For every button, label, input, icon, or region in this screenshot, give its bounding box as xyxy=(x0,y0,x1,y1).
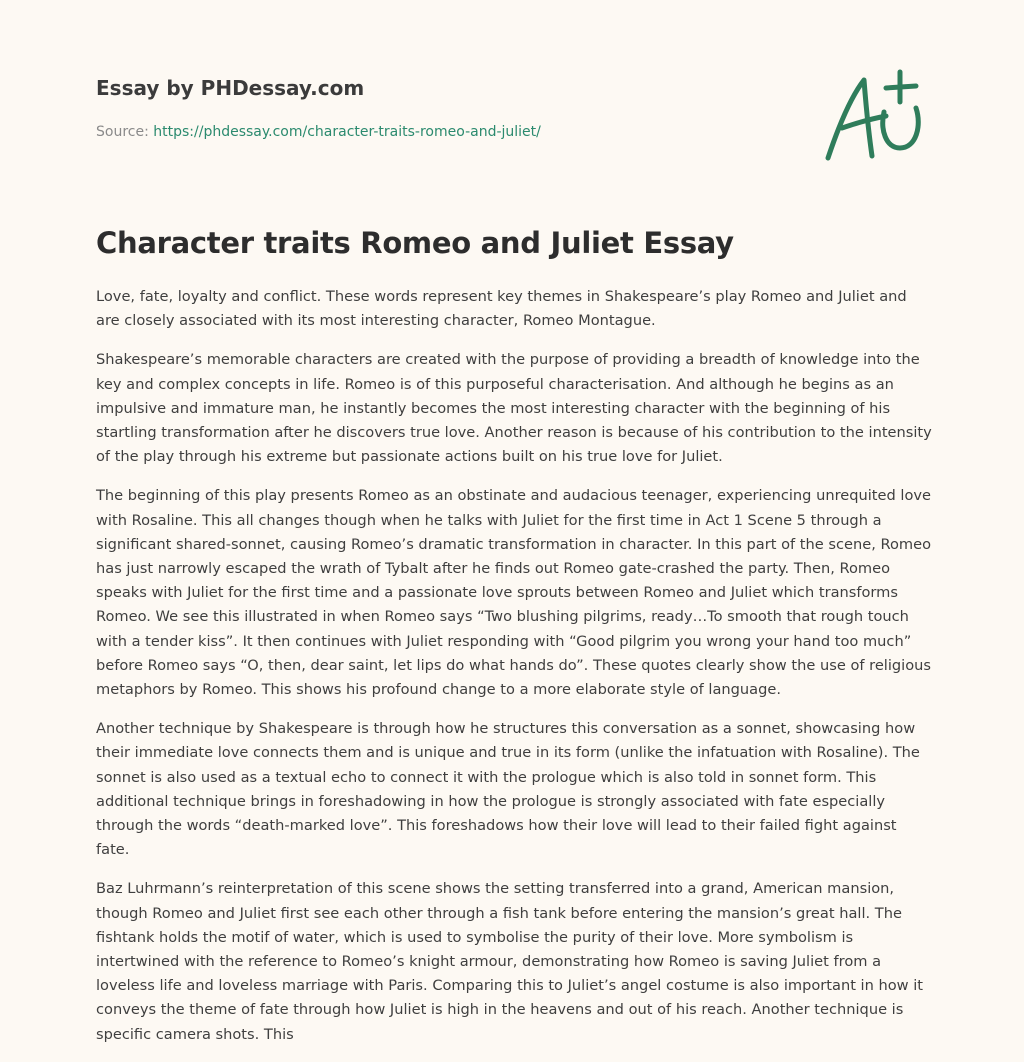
essay-body xyxy=(96,285,934,1062)
source-label: Source: xyxy=(96,124,154,140)
site-brand: Essay by PHDessay.com xyxy=(96,76,365,100)
a-plus-logo-icon xyxy=(824,68,928,164)
source-line xyxy=(96,124,541,140)
essay-paragraph: Another technique by Shakespeare is through how he structures this conversation as a sonnet, showcasing how their immediate love connects them and is unique and true in its form (unlike the infatuation with Rosaline). The sonnet is also used as a textual echo to connect it with the prologue which is also told in sonnet form. This additional technique brings in foreshadowing in how the prologue is strongly associated with fate especially through the words “death-marked love”. This foreshadows how their love will lead to their failed fight against fate. xyxy=(96,720,920,859)
essay-paragraph: Shakespeare’s memorable characters are created with the purpose of providing a breadth of knowledge into the key and complex concepts in life. Romeo is of this purposeful characterisation. And although he begins as an impulsive and immature man, he instantly becomes the most interesting character with the beginning of his startling transformation after he discovers true love. Another reason is because of his contribution to the intensity of the play through his extreme but passionate actions built on his true love for Juliet. xyxy=(96,351,932,466)
essay-paragraph: Baz Luhrmann’s reinterpretation of this scene shows the setting transferred into a grand, American mansion, though Romeo and Juliet first see each other through a fish tank before entering the mansion’s great hall. The fishtank holds the motif of water, which is used to symbolise the purity of their love. More symbolism is intertwined with the reference to Romeo’s knight armour, demonstrating how Romeo is saving Juliet from a loveless life and loveless marriage with Paris. Comparing this to Juliet’s angel costume is also important in how it conveys the theme of fate through how Juliet is high in the heavens and out of his reach. Another technique is specific camera shots. This xyxy=(96,880,924,1043)
essay-paragraph: The beginning of this play presents Romeo as an obstinate and audacious teenager, experiencing unrequited love with Rosaline. This all changes though when he talks with Juliet for the first time in Act 1 Scene 5 through a significant shared-sonnet, causing Romeo’s dramatic transformation in character. In this part of the scene, Romeo has just narrowly escaped the wrath of Tybalt after he finds out Romeo gate-crashed the party. Then, Romeo speaks with Juliet for the first time and a passionate love sprouts between Romeo and Juliet which transforms Romeo. We see this illustrated in when Romeo says “Two blushing pilgrims, ready…To smooth that rough touch with a tender kiss”. It then continues with Juliet responding with “Good pilgrim you wrong your hand too much” before Romeo says “O, then, dear saint, let lips do what hands do”. These quotes clearly show the use of religious metaphors by Romeo. This shows his profound change to a more elaborate style of language. xyxy=(96,487,932,699)
source-link[interactable]: https://phdessay.com/character-traits-romeo-and-juliet/ xyxy=(153,124,541,140)
essay-title: Character traits Romeo and Juliet Essay xyxy=(96,226,734,260)
essay-paragraph: Love, fate, loyalty and conflict. These words represent key themes in Shakespeare’s play Romeo and Juliet and are closely associated with its most interesting character, Romeo Montague. xyxy=(96,288,907,330)
